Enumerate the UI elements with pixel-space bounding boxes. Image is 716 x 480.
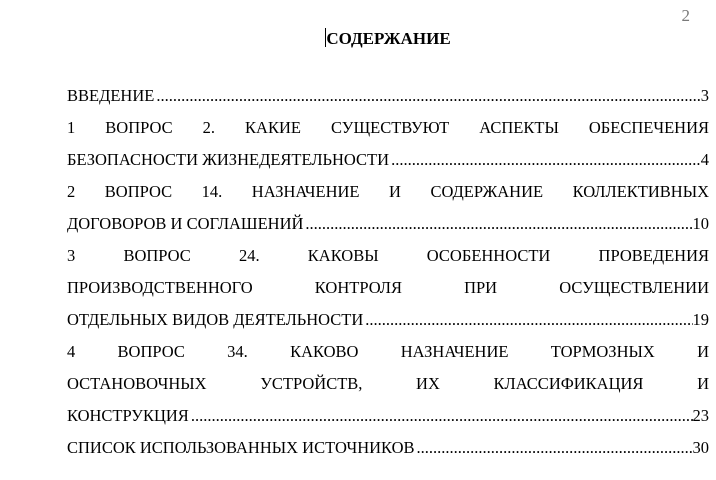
dot-leader [415, 432, 693, 464]
toc-entry[interactable] [67, 112, 709, 176]
toc-entry-line: 2 ВОПРОС 14. НАЗНАЧЕНИЕ И СОДЕРЖАНИЕ КОЛЛЕКТИВНЫХ [67, 182, 709, 201]
toc-entry-last-line [67, 144, 709, 176]
dot-leader [303, 208, 692, 240]
toc-entry-line: 1 ВОПРОС 2. КАКИЕ СУЩЕСТВУЮТ АСПЕКТЫ ОБЕСПЕЧЕНИЯ [67, 118, 709, 137]
toc-entry-text: СПИСОК ИСПОЛЬЗОВАННЫХ ИСТОЧНИКОВ [67, 438, 415, 457]
toc-page-number: 19 [692, 310, 709, 329]
toc-entry-text: ОТДЕЛЬНЫХ ВИДОВ ДЕЯТЕЛЬНОСТИ [67, 310, 364, 329]
toc-entry[interactable] [67, 176, 709, 240]
toc-page-number: 3 [700, 86, 709, 105]
toc-entry-line: ПРОИЗВОДСТВЕННОГО КОНТРОЛЯ ПРИ ОСУЩЕСТВЛЕНИИ [67, 278, 709, 297]
toc-entry[interactable] [67, 240, 709, 336]
toc-entry-last-line [67, 400, 709, 432]
toc-page-number: 30 [692, 438, 709, 457]
dot-leader [154, 80, 700, 112]
toc-entry-line: ОСТАНОВОЧНЫХ УСТРОЙСТВ, ИХ КЛАССИФИКАЦИЯ И [67, 374, 709, 393]
dot-leader [389, 144, 701, 176]
toc-entry-text: КОНСТРУКЦИЯ [67, 406, 189, 425]
page-title[interactable] [0, 28, 716, 49]
toc-page-number: 10 [692, 214, 709, 233]
toc-entry-text: ВВЕДЕНИЕ [67, 86, 155, 105]
toc-entry[interactable] [67, 336, 709, 432]
toc-entry-text: БЕЗОПАСНОСТИ ЖИЗНЕДЕЯТЕЛЬНОСТИ [67, 150, 390, 169]
dot-leader [363, 304, 692, 336]
toc-entry[interactable] [67, 432, 709, 464]
toc-page-number: 4 [700, 150, 709, 169]
toc-entry-line: 4 ВОПРОС 34. КАКОВО НАЗНАЧЕНИЕ ТОРМОЗНЫХ И [67, 342, 709, 361]
page-number: 2 [681, 6, 690, 25]
table-of-contents [67, 80, 709, 464]
toc-entry-last-line [67, 208, 709, 240]
toc-entry-last-line [67, 304, 709, 336]
toc-entry-last-line [67, 80, 709, 112]
toc-page-number: 23 [692, 406, 709, 425]
toc-entry-line: 3 ВОПРОС 24. КАКОВЫ ОСОБЕННОСТИ ПРОВЕДЕНИЯ [67, 246, 709, 265]
dot-leader [189, 400, 693, 432]
toc-entry-text: ДОГОВОРОВ И СОГЛАШЕНИЙ [67, 214, 304, 233]
toc-entry[interactable] [67, 80, 709, 112]
toc-entry-last-line [67, 432, 709, 464]
title-text: СОДЕРЖАНИЕ [326, 29, 451, 48]
